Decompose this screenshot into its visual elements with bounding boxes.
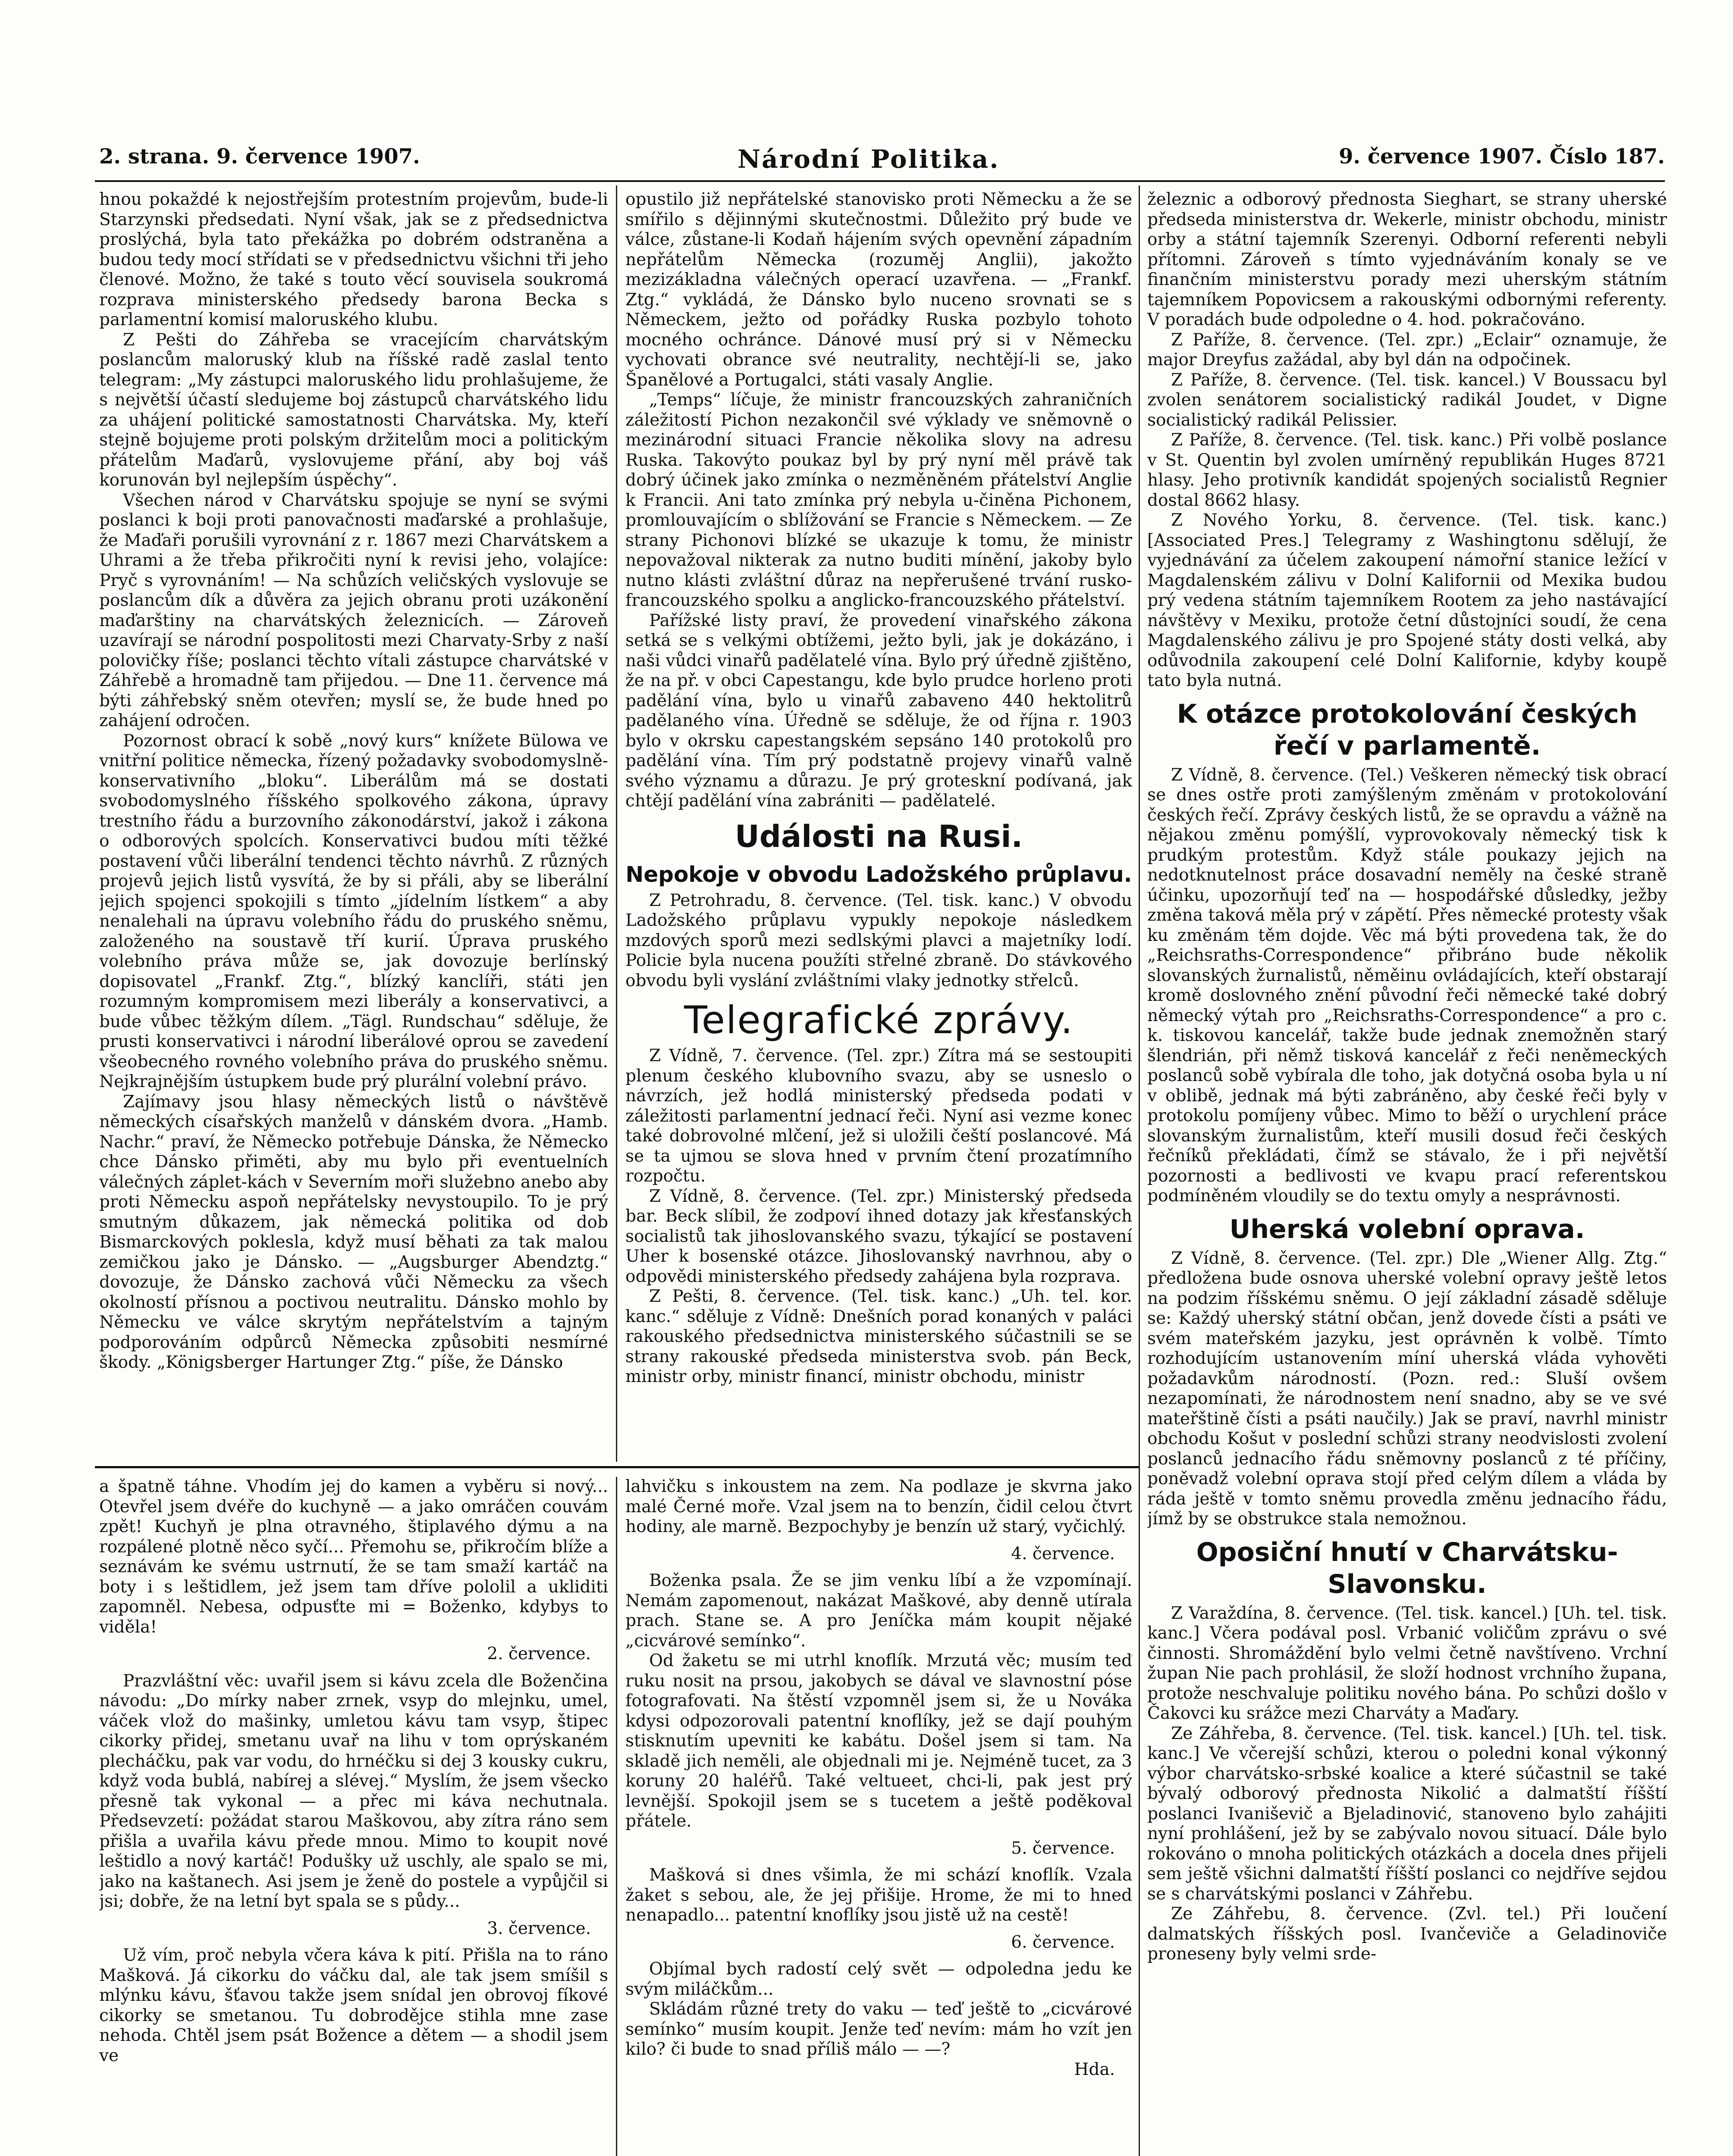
article-paragraph: Pařížské listy praví, že provedení vinařského zákona setká se s velkými obtížemi, ježto byli, jak je dokázáno, i naši vůdci vinařů padělatelé vína. Bylo prý úředně zjištěno, že na př. v obci Capestangu, kde bylo prudce horleno proti padělání vína, bylo u vinařů zabaveno 440 hektolitrů padělaného vína. Úředně se sděluje, že od října r. 1903 bylo v okrsku capestangském sepsáno 140 protokolů pro padělání vína. Tím prý podstatně projevy vinařů valně svého významu a důrazu. Je prý groteskní podívaná, jak chtějí padělání vína zabrániti — padělatelé. bbox=[625, 611, 1132, 811]
feuilleton-paragraph: Objímal bych radostí celý svět — odpoledna jedu ke svým miláčkům... bbox=[625, 1959, 1132, 1999]
section-heading: Oposiční hnutí v Charvátsku-Slavonsku. bbox=[1196, 1537, 1618, 1599]
feuilleton-column-2 bbox=[625, 1477, 1132, 2156]
author-signature: Hda. bbox=[1074, 2059, 1115, 2079]
feuilleton-paragraph: Prazvláštní věc: uvařil jsem si kávu zcela dle Boženčina návodu: „Do mírky naber zrnek, vsyp do mlejnku, umel, váček vlož do mašinky, umletou kávu tam vsyp, štipec cikorky přidej, smetanu uvař na lihu v tom oprýskaném plecháčku, pak var vodu, do hrnéčku si dej 3 kousky cukru, když voda bublá, nabírej a slévej.“ Myslím, že jsem všecko přesně tak vykonal — a přec mi káva nechutnala. Předsevzetí: požádat starou Maškovou, aby zítra ráno sem přišla a uvařila kávu přede mnou. Mimo to koupit nové leštidlo a nový kartáč! Podušky už uschly, ale spalo se mi, jako na kaštanech. Asi jsem je ženě do postele a vypůjčil si jsi; dobře, že na letní byt spala se s půdy... bbox=[99, 1671, 608, 1911]
section-heading: K otázce protokolování českých řečí v parlamentě. bbox=[1177, 699, 1638, 761]
feuilleton-paragraph: Už vím, proč nebyla včera káva k pití. Přišla na to ráno Mašková. Já cikorku do váčku dal, ale tak jsem smíšil s mlýnku kávu, šťavou takže jsem snídal jen obrovoj fíkové cikorky se smetanou. Tu dobrodějce stihla mne zase nehoda. Chtěl jsem psát Božence a dětem — a shodil jsem ve bbox=[99, 1946, 608, 2065]
article-paragraph: Ze Záhřebu, 8. července. (Zvl. tel.) Při loučení dalmatských říšských posl. Ivančeviče a Geladinoviče proneseny byly velmi srde- bbox=[1147, 1904, 1667, 1964]
feuilleton-paragraph: a špatně táhne. Vhodím jej do kamen a vyběru si nový... Otevřel jsem dvéře do kuchyně — a jako omráčen couvám zpět! Kuchyň je plna otravného, štiplavého dýmu a na rozpálené plotně něco syčí... Přemohu se, přikročím blíže a seznávám ke svému ustrnutí, že se tam smaží kartáč na boty i s leštidlem, jež jsem tam dříve pololil a ukliditi zapomněl. Nebesa, odpusťte mi = Boženko, kdybys to viděla! bbox=[99, 1477, 608, 1637]
section-heading: Události na Rusi. bbox=[735, 818, 1023, 854]
article-paragraph: Z Pešti do Záhřeba se vracejícím charvátským poslancům maloruský klub na říšské radě zaslal tento telegram: „My zástupci maloruského lidu prohlašujeme, že s největší účastí sledujeme boj zástupců charvátského lidu za uhájení politické samostatnosti Charvátska. My, kteří stejně bojujeme proti polským držitelům moci a politickým přátelům Maďarů, vyslovujeme přání, aby boj váš korunován byl nejlepším úspěchy“. bbox=[99, 330, 608, 490]
column-2 bbox=[625, 190, 1132, 1460]
article-paragraph: Pozornost obrací k sobě „nový kurs“ knížete Bülowa ve vnitřní politice německa, řízený požadavky svobodomyslně-konservativního „bloku“. Liberálům má se dostati svobodomyslného říšského spolkového zákona, úpravy trestního řádu a burzovního zákonodárství, jakož i zákona o odborových spolcích. Konservativci budou míti těžké postavení vůči liberální tendenci těchto návrhů. Z různých projevů jejich listů vysvítá, že by si přáli, aby se liberální jejich spojenci spokojili s tímto „jídelním lístkem“ a aby nenalehali na úpravu volebního řádu do pruského sněmu, založeného na soustavě tří kurií. Úprava pruského volebního práva může se, jak dovozuje berlínský dopisovatel „Frankf. Ztg.“, blízký kanclíři, státi jen rozumným kompromisem mezi liberály a konservativci, a bude vůbec těžkým dílem. „Tägl. Rundschau“ sděluje, že prusti konservativci i národní liberálové oprou se zavedení všeobecného rovného volebního práva do pruského sněmu. Nejkrajnějším ústupkem bude prý plurální volební právo. bbox=[99, 731, 608, 1091]
article-paragraph: Z Varaždína, 8. července. (Tel. tisk. kancel.) [Uh. tel. tisk. kanc.] Včera podával posl. Vrbanić voličům zprávu o své činnosti. Shromáždění bylo velmi četně navštíveno. Vrchní župan Nie pach prohlásil, že složí hodnost vrchního župana, protože neschvaluje politiku nového bána. Po schůzi došlo v Čakovci ku srážce mezi Charváty a Maďary. bbox=[1147, 1603, 1667, 1723]
article-paragraph: Z Pešti, 8. července. (Tel. tisk. kanc.) „Uh. tel. kor. kanc.“ sděluje z Vídně: Dnešních porad konaných v paláci rakouského předsednictva ministerského súčastnili se se strany rakouské předseda ministerstva svob. pán Beck, ministr orby, ministr financí, ministr obchodu, ministr bbox=[625, 1287, 1132, 1386]
page-header bbox=[99, 144, 1665, 179]
article-paragraph: Všechen národ v Charvátsku spojuje se nyní se svými poslanci k boji proti panovačnosti maďarské a prohlašuje, že Maďaři porušili vyrovnání z r. 1867 mezi Charvátskem a Uhrami a že třeba přikročiti nyní k revisi jeho, volajíce: Pryč s vyrovnáním! — Na schůzích veličských vyslovuje se poslancům dík a důvěra za jejich obranu proti uzákonění maďarštiny na charvátských železnicích. — Zároveň uzavírají se národní pospolitosti mezi Charvaty-Srby z naší polovičky říše; poslanci těchto vítali zástupce charvátské v Záhřebě a hromadně tam přijedou. — Dne 11. července má býti záhřebský sněm otevřen; myslí se, že bude hned po zahájení odročen. bbox=[99, 490, 608, 730]
section-heading: Telegrafické zprávy. bbox=[684, 998, 1074, 1042]
article-paragraph: hnou pokaždé k nejostřejším protestním projevům, bude-li Starzynski předsedati. Nyní však, jak se z předsednictva proslýchá, byla tato překážka po dobrém odstraněna a budou tedy mocí střídati se v předsednictvu všichni tři jeho členové. Možno, že také s touto věcí souvisela soukromá rozprava ministerského předsedy barona Becka s parlamentní komisí maloruského klubu. bbox=[99, 190, 608, 329]
feuilleton-paragraph: Mašková si dnes všimla, že mi schází knoflík. Vzala žaket s sebou, ale, že jej přišije. Hrome, že mi to hned nenapadlo... patentní knoflíky jsou jistě už na cestě! bbox=[625, 1865, 1132, 1925]
article-paragraph: Z Paříže, 8. července. (Tel. tisk. kancel.) V Boussacu byl zvolen senátorem socialistický radikál Joudet, v Digne socialistický radikál Pelissier. bbox=[1147, 370, 1667, 430]
diary-date: 5. července. bbox=[1011, 1838, 1115, 1858]
article-paragraph: Z Vídně, 7. července. (Tel. zpr.) Zítra má se sestoupiti plenum českého klubovního svazu, aby se usneslo o návrzích, jež hodlá ministerský předseda podati v záležitosti parlamentní jednací řeči. Nyní asi vezme konec také dobrovolné mlčení, jež si uložili čeští poslancové. Má se ta ujmou se slova hned v prvním čtení prozatímního rozpočtu. bbox=[625, 1046, 1132, 1186]
diary-date: 3. července. bbox=[487, 1918, 591, 1938]
column-divider bbox=[1139, 185, 1140, 2156]
article-paragraph: „Temps“ líčuje, že ministr francouzských zahraničních záležitostí Pichon nezakončil své výklady ve sněmovně o mezinárodní situaci Francie několika slovy na adresu Ruska. Takovýto poukaz byl by prý nyní měl právě tak dobrý účinek jako zmínka o nezměněném přátelství Anglie k Francii. Ani tato zmínka prý nebyla u-činěna Pichonem, promlouvajícím o sblížování se Francie s Německem. — Ze strany Pichonovi blízké se ukazuje k tomu, že ministr nepovažoval nikterak za nutno buditi mínění, jakoby bylo nutno klásti zvláštní důraz na nepřerušené trvání rusko-francouzského spolku a anglicko-francouzského přátelství. bbox=[625, 390, 1132, 610]
column-1 bbox=[99, 190, 608, 1460]
feuilleton-paragraph: lahvičku s inkoustem na zem. Na podlaze je skvrna jako malé Černé moře. Vzal jsem na to benzín, čidil celou čtvrt hodiny, ale marně. Bezpochyby je benzín už starý, vyčichlý. bbox=[625, 1477, 1132, 1536]
header-rule bbox=[95, 180, 1665, 182]
article-paragraph: Ze Záhřeba, 8. července. (Tel. tisk. kancel.) [Uh. tel. tisk. kanc.] Ve včerejší schůzi, kterou o poledni konal výkonný výbor charvátsko-srbské koalice a které súčastnil se také bývalý odborový přednosta Nikolić a dalmatští říšští poslanci Ivaniševič a Bjeladinović, stanoveno bylo zahájiti nyní prohlášení, jež by se zabývalo novou situací. Dále bylo rokováno o mnoha politických otázkách a docela dnes přijeli sem ještě všichni dalmatští říšští poslanci co nejdříve sejdou se s charvátskými poslanci v Záhřebu. bbox=[1147, 1724, 1667, 1904]
article-paragraph: Z Vídně, 8. července. (Tel.) Veškeren německý tisk obrací se dnes ostře proti zamýšleným změnám v protokolování českých řečí. Zprávy českých listů, že se opravdu a vážně na nějakou změnu pomýšlí, vyprovokovaly německý tisk k prudkým protestům. Když stále poukazy jejich na nedotknutelnost práce dosavadní neměly na české straně účinku, upozorňují teď na — hospodářské důsledky, ježby změna taková měla prý v zápětí. Přes německé protesty však ku změnám těm dojde. Věc má býti provedena tak, že do „Reichsraths-Correspondence“ přibráno bude několik slovanských žurnalistů, něměinu ovládajících, kteří obstarají kromě doslovného znění původní řeči německé také dobrý německý výtah pro „Reichsraths-Correspondence“ a pro c. k. tiskovou kancelář, takže bude jednak znemožněn starý šlendrián, při němž tisková kancelář z řeči neněmeckých poslanců sobě vybírala dle toho, jak dotyčná osoba byla u ní v oblibě, jednak má býti zabráněno, aby české řeči byly v protokolu pomíjeny vůbec. Mimo to běží o urychlení práce slovanským žurnalistům, kteří musili dosud řeči českých řečníků překládati, čímž se stávalo, že i při největší pozornosti a bedlivosti ve kvapu prací referentskou podmíněném vloudily se do textu omyly a nesprávnosti. bbox=[1147, 765, 1667, 1206]
article-paragraph: železnic a odborový přednosta Sieghart, se strany uherské předseda ministerstva dr. Wekerle, ministr obchodu, ministr orby a státní tajemník Szerenyi. Odborní referenti nebyli přítomni. Zároveň s tímto vyjednáváním konaly se ve finančním ministerstvu porady mezi uherským státním tajemníkem Popovicsem a rakouskými odbornými referenty. V poradách bude odpoledne o 4. hod. pokračováno. bbox=[1147, 190, 1667, 329]
diary-date: 2. července. bbox=[487, 1644, 591, 1664]
article-paragraph: opustilo již nepřátelské stanovisko proti Německu a že se smířilo s dějinnými skutečnostmi. Důležito prý bude ve válce, zůstane-li Kodaň hájením svých opevnění západním nepřátelům Německa (rozuměj Anglii), jakožto mezizákladna válečných operací uzavřena. — „Frankf. Ztg.“ vykládá, že Dánsko bylo nuceno srovnati se s Německem, ježto od pořádky Ruska pozbylo tohoto mocného ochránce. Dánové musí prý si v Německu vychovati obrance své neutrality, nechtějí-li se, jako Španělové a Portugalci, státi vasaly Anglie. bbox=[625, 190, 1132, 390]
article-paragraph: Z Vídně, 8. července. (Tel. zpr.) Dle „Wiener Allg. Ztg.“ předložena bude osnova uherské volební opravy ještě letos na podzim říšskému sněmu. O její základní zásadě sděluje se: Každý uherský státní občan, jenž dovede čísti a psáti ve svém mateřském jazyku, jest oprávněn k volbě. Tímto rozhodujícím ustanovením míní uherská vláda vyhověti požadavkům národností. (Pozn. red.: Sluší ovšem nezapomínati, že národnostem není snadno, aby se ve své mateřštině čísti a psáti naučily.) Jak se praví, navrhl ministr obchodu Košut v poslední schůzi strany neodvislosti zvolení poslanců jednacího řádu sněmovny poslanců z té příčiny, poněvadž volební oprava stojí před celým dílem a vláda by ráda ještě v tomto sněmu provedla změnu jednacího řádu, jímž by se obstrukce stala nemožnou. bbox=[1147, 1248, 1667, 1529]
article-paragraph: Z Paříže, 8. července. (Tel. tisk. kanc.) Při volbě poslance v St. Quentin byl zvolen umírněný republikán Huges 8721 hlasy. Jeho protivník kandidát spojených socialistů Regnier dostal 8662 hlasy. bbox=[1147, 430, 1667, 510]
header-issue-number: 9. července 1907. Číslo 187. bbox=[1338, 144, 1665, 169]
diary-date: 4. července. bbox=[1011, 1544, 1115, 1564]
article-paragraph: Zajímavy jsou hlasy německých listů o návštěvě německých císařských manželů v dánském dvora. „Hamb. Nachr.“ praví, že Německo potřebuje Dánska, že Německo chce Dánsko přiměti, aby mu bylo při eventuelních válečných záplet-kách v Severním moři služebno anebo aby proti Německu aspoň nepřátelsky nevystoupilo. To je prý smutným důkazem, jak německá politika od dob Bismarckových poklesla, když musí běhati za tak malou zemičkou jako je Dánsko. — „Augsburger Abendztg.“ dovozuje, že Dánsko zachová vůči Německu za všech okolností přísnou a poctivou neutralitu. Dánsko mohlo by Německu ve válce skrytým nepřátelstvím a tajným podporováním odpůrců Německa způsobiti nesmírné škody. „Königsberger Hartunger Ztg.“ píše, že Dánsko bbox=[99, 1092, 608, 1372]
article-paragraph: Z Paříže, 8. července. (Tel. zpr.) „Eclair“ oznamuje, že major Dreyfus zažádal, aby byl dán na odpočinek. bbox=[1147, 330, 1667, 370]
column-divider bbox=[616, 185, 617, 1462]
subsection-heading: Nepokoje v obvodu Ladožského průplavu. bbox=[625, 862, 1132, 887]
feuilleton-column-1 bbox=[99, 1477, 608, 2156]
header-page-date: 2. strana. 9. července 1907. bbox=[99, 144, 420, 169]
article-paragraph: Z Petrohradu, 8. července. (Tel. tisk. kanc.) V obvodu Ladožského průplavu vypukly nepokoje následkem mzdových sporů mezi sedlskými plavci a majetníky lodí. Policie byla nucena použíti střelné zbraně. Do stávkového obvodu byli vyslání zvláštními vlaky jednotky střelců. bbox=[625, 890, 1132, 990]
feuilleton-paragraph: Boženka psala. Že se jim venku líbí a že vzpomínají. Nemám zapomenout, nakázat Maškové, aby denně utírala prach. Stane se. A pro Jeníčka mám koupit nějaké „cicvárové semínko“. bbox=[625, 1571, 1132, 1651]
article-paragraph: Z Vídně, 8. července. (Tel. zpr.) Ministerský předseda bar. Beck slíbil, že zodpoví ihned dotazy jak křesťanských socialistů tak jihoslovanského svazu, týkající se postavení Uher k bosenské otázce. Jihoslovanský navrhnou, aby o odpovědi ministerského předsedy zahájena byla rozprava. bbox=[625, 1186, 1132, 1286]
masthead-title: Národní Politika. bbox=[738, 144, 1000, 174]
column-divider bbox=[616, 1477, 617, 2156]
article-paragraph: Z Nového Yorku, 8. července. (Tel. tisk. kanc.) [Associated Pres.] Telegramy z Washingtonu sdělují, že vyjednávání za účelem zakoupení námořní stanice ležící v Magdalenském zálivu v Dolní Kalifornii od Mexika budou prý vedena státním tajemníkem Rootem za jeho nastávající návštěvy v Mexiku, protože četní důstojníci soudí, že cena Magdalenského zálivu je pro Spojené státy dosti velká, aby odůvodnila zakoupení celé Dolní Kalifornie, kdyby koupě tato byla nutná. bbox=[1147, 511, 1667, 690]
diary-date: 6. července. bbox=[1011, 1932, 1115, 1952]
feuilleton-rule bbox=[95, 1466, 1139, 1468]
feuilleton-paragraph: Skládám různé trety do vaku — teď ještě to „cicvárové semínko“ musím koupit. Jenže teď nevím: mám ho vzít jen kilo? či bude to snad příliš málo — —? bbox=[625, 1999, 1132, 2059]
column-3 bbox=[1147, 190, 1667, 2156]
feuilleton-paragraph: Od žaketu se mi utrhl knoflík. Mrzutá věc; musím teď ruku nosit na prsou, jakobych se dával ve slavnostní póse fotografovati. Na štěstí vzpomněl jsem si, že u Nováka kdysi odpozorovali patentní knoflíky, jež se dají pouhým stisknutím upevniti ke kabátu. Došel jsem si tam. Na skladě jich neměli, ale objednali mi je. Nejméně tucet, za 3 koruny 20 haléřů. Také veltueet, chci-li, pak jest prý levnější. Spokojil jsem se s tucetem a ještě poděkoval přátele. bbox=[625, 1651, 1132, 1831]
section-heading: Uherská volební oprava. bbox=[1229, 1214, 1585, 1244]
